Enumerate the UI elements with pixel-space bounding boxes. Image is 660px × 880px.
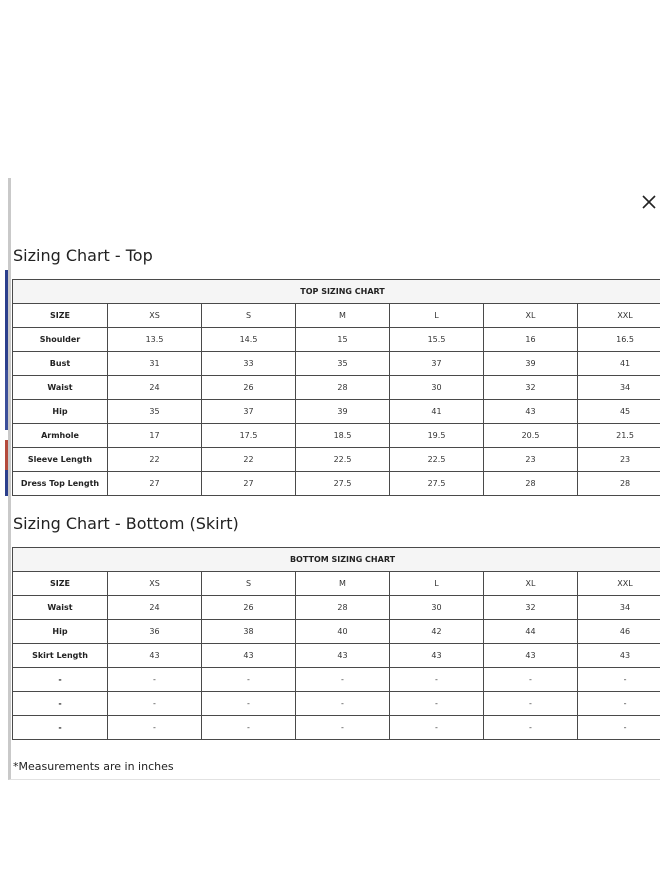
table-cell: - [484,716,578,740]
top-sizing-table [12,279,660,496]
table-cell: 35 [296,352,390,376]
table-cell: 30 [390,376,484,400]
table-row [13,376,660,400]
table-cell: - [108,692,202,716]
table-cell: - [390,668,484,692]
row-label: Hip [13,400,108,424]
table-title: TOP SIZING CHART [13,280,660,304]
close-button[interactable] [640,193,658,211]
table-cell: 34 [578,376,660,400]
table-cell: - [296,716,390,740]
table-cell: 22.5 [390,448,484,472]
table-cell: 21.5 [578,424,660,448]
size-header-xs: XS [108,572,202,596]
table-cell: 41 [390,400,484,424]
table-title-row [13,548,660,572]
table-cell: - [202,692,296,716]
table-row [13,400,660,424]
table-row [13,596,660,620]
size-header-xl: XL [484,304,578,328]
row-label: - [13,692,108,716]
table-cell: - [108,716,202,740]
table-cell: 18.5 [296,424,390,448]
size-header-l: L [390,304,484,328]
table-cell: - [484,692,578,716]
row-label: Armhole [13,424,108,448]
bottom-sizing-table [12,547,660,740]
table-cell: 28 [578,472,660,496]
table-cell: 32 [484,596,578,620]
row-label: Shoulder [13,328,108,352]
table-cell: 32 [484,376,578,400]
table-cell: 45 [578,400,660,424]
table-cell: - [390,692,484,716]
bottom-table-body [13,548,660,740]
size-header-m: M [296,304,390,328]
table-cell: 22 [108,448,202,472]
size-header-xs: XS [108,304,202,328]
table-cell: 23 [578,448,660,472]
table-cell: 16 [484,328,578,352]
table-cell: 43 [484,644,578,668]
table-cell: - [296,692,390,716]
size-header-xxl: XXL [578,572,660,596]
size-header-row [13,572,660,596]
table-cell: 28 [484,472,578,496]
table-cell: 42 [390,620,484,644]
row-label: Waist [13,596,108,620]
table-cell: 37 [202,400,296,424]
size-header-xl: XL [484,572,578,596]
table-cell: 37 [390,352,484,376]
table-cell: 13.5 [108,328,202,352]
table-cell: 15 [296,328,390,352]
table-cell: 31 [108,352,202,376]
row-label: Dress Top Length [13,472,108,496]
table-row [13,620,660,644]
size-label-header: SIZE [13,572,108,596]
table-row [13,328,660,352]
table-cell: 24 [108,376,202,400]
table-cell: 40 [296,620,390,644]
table-cell: 14.5 [202,328,296,352]
table-cell: 43 [202,644,296,668]
row-label: Hip [13,620,108,644]
table-cell: - [578,668,660,692]
table-cell: - [484,668,578,692]
table-cell: 24 [108,596,202,620]
table-cell: 27.5 [390,472,484,496]
table-cell: 26 [202,376,296,400]
size-header-m: M [296,572,390,596]
table-cell: 28 [296,376,390,400]
table-cell: 35 [108,400,202,424]
table-cell: 17 [108,424,202,448]
table-cell: 46 [578,620,660,644]
table-cell: 20.5 [484,424,578,448]
table-cell: 16.5 [578,328,660,352]
table-cell: 41 [578,352,660,376]
close-icon [640,193,658,211]
row-label: Skirt Length [13,644,108,668]
size-header-s: S [202,304,296,328]
top-table-body [13,280,660,496]
table-cell: - [202,716,296,740]
table-cell: 43 [296,644,390,668]
table-cell: 22 [202,448,296,472]
table-cell: 34 [578,596,660,620]
table-cell: - [390,716,484,740]
table-title: BOTTOM SIZING CHART [13,548,660,572]
table-row [13,448,660,472]
row-label: Bust [13,352,108,376]
table-cell: 27 [108,472,202,496]
table-cell: 38 [202,620,296,644]
table-cell: 36 [108,620,202,644]
row-label: - [13,716,108,740]
table-row [13,424,660,448]
top-chart-heading: Sizing Chart - Top [13,246,153,265]
table-row [13,692,660,716]
table-cell: 30 [390,596,484,620]
row-label: - [13,668,108,692]
table-cell: 22.5 [296,448,390,472]
table-cell: 19.5 [390,424,484,448]
table-cell: 43 [578,644,660,668]
table-cell: - [578,716,660,740]
table-cell: 43 [484,400,578,424]
table-cell: 26 [202,596,296,620]
table-cell: - [296,668,390,692]
table-cell: 28 [296,596,390,620]
table-cell: 39 [484,352,578,376]
table-row [13,472,660,496]
table-cell: 27 [202,472,296,496]
size-header-s: S [202,572,296,596]
table-cell: - [202,668,296,692]
table-cell: 15.5 [390,328,484,352]
table-row [13,352,660,376]
table-cell: 33 [202,352,296,376]
size-label-header: SIZE [13,304,108,328]
table-cell: 27.5 [296,472,390,496]
table-row [13,716,660,740]
table-row [13,644,660,668]
table-cell: 43 [390,644,484,668]
table-title-row [13,280,660,304]
table-cell: 39 [296,400,390,424]
table-cell: 17.5 [202,424,296,448]
table-cell: 23 [484,448,578,472]
row-label: Sleeve Length [13,448,108,472]
size-header-xxl: XXL [578,304,660,328]
table-cell: 44 [484,620,578,644]
table-row [13,668,660,692]
size-header-l: L [390,572,484,596]
row-label: Waist [13,376,108,400]
bottom-chart-heading: Sizing Chart - Bottom (Skirt) [13,514,239,533]
measurement-note: *Measurements are in inches [13,760,174,773]
table-cell: - [578,692,660,716]
size-header-row [13,304,660,328]
table-cell: 43 [108,644,202,668]
table-cell: - [108,668,202,692]
